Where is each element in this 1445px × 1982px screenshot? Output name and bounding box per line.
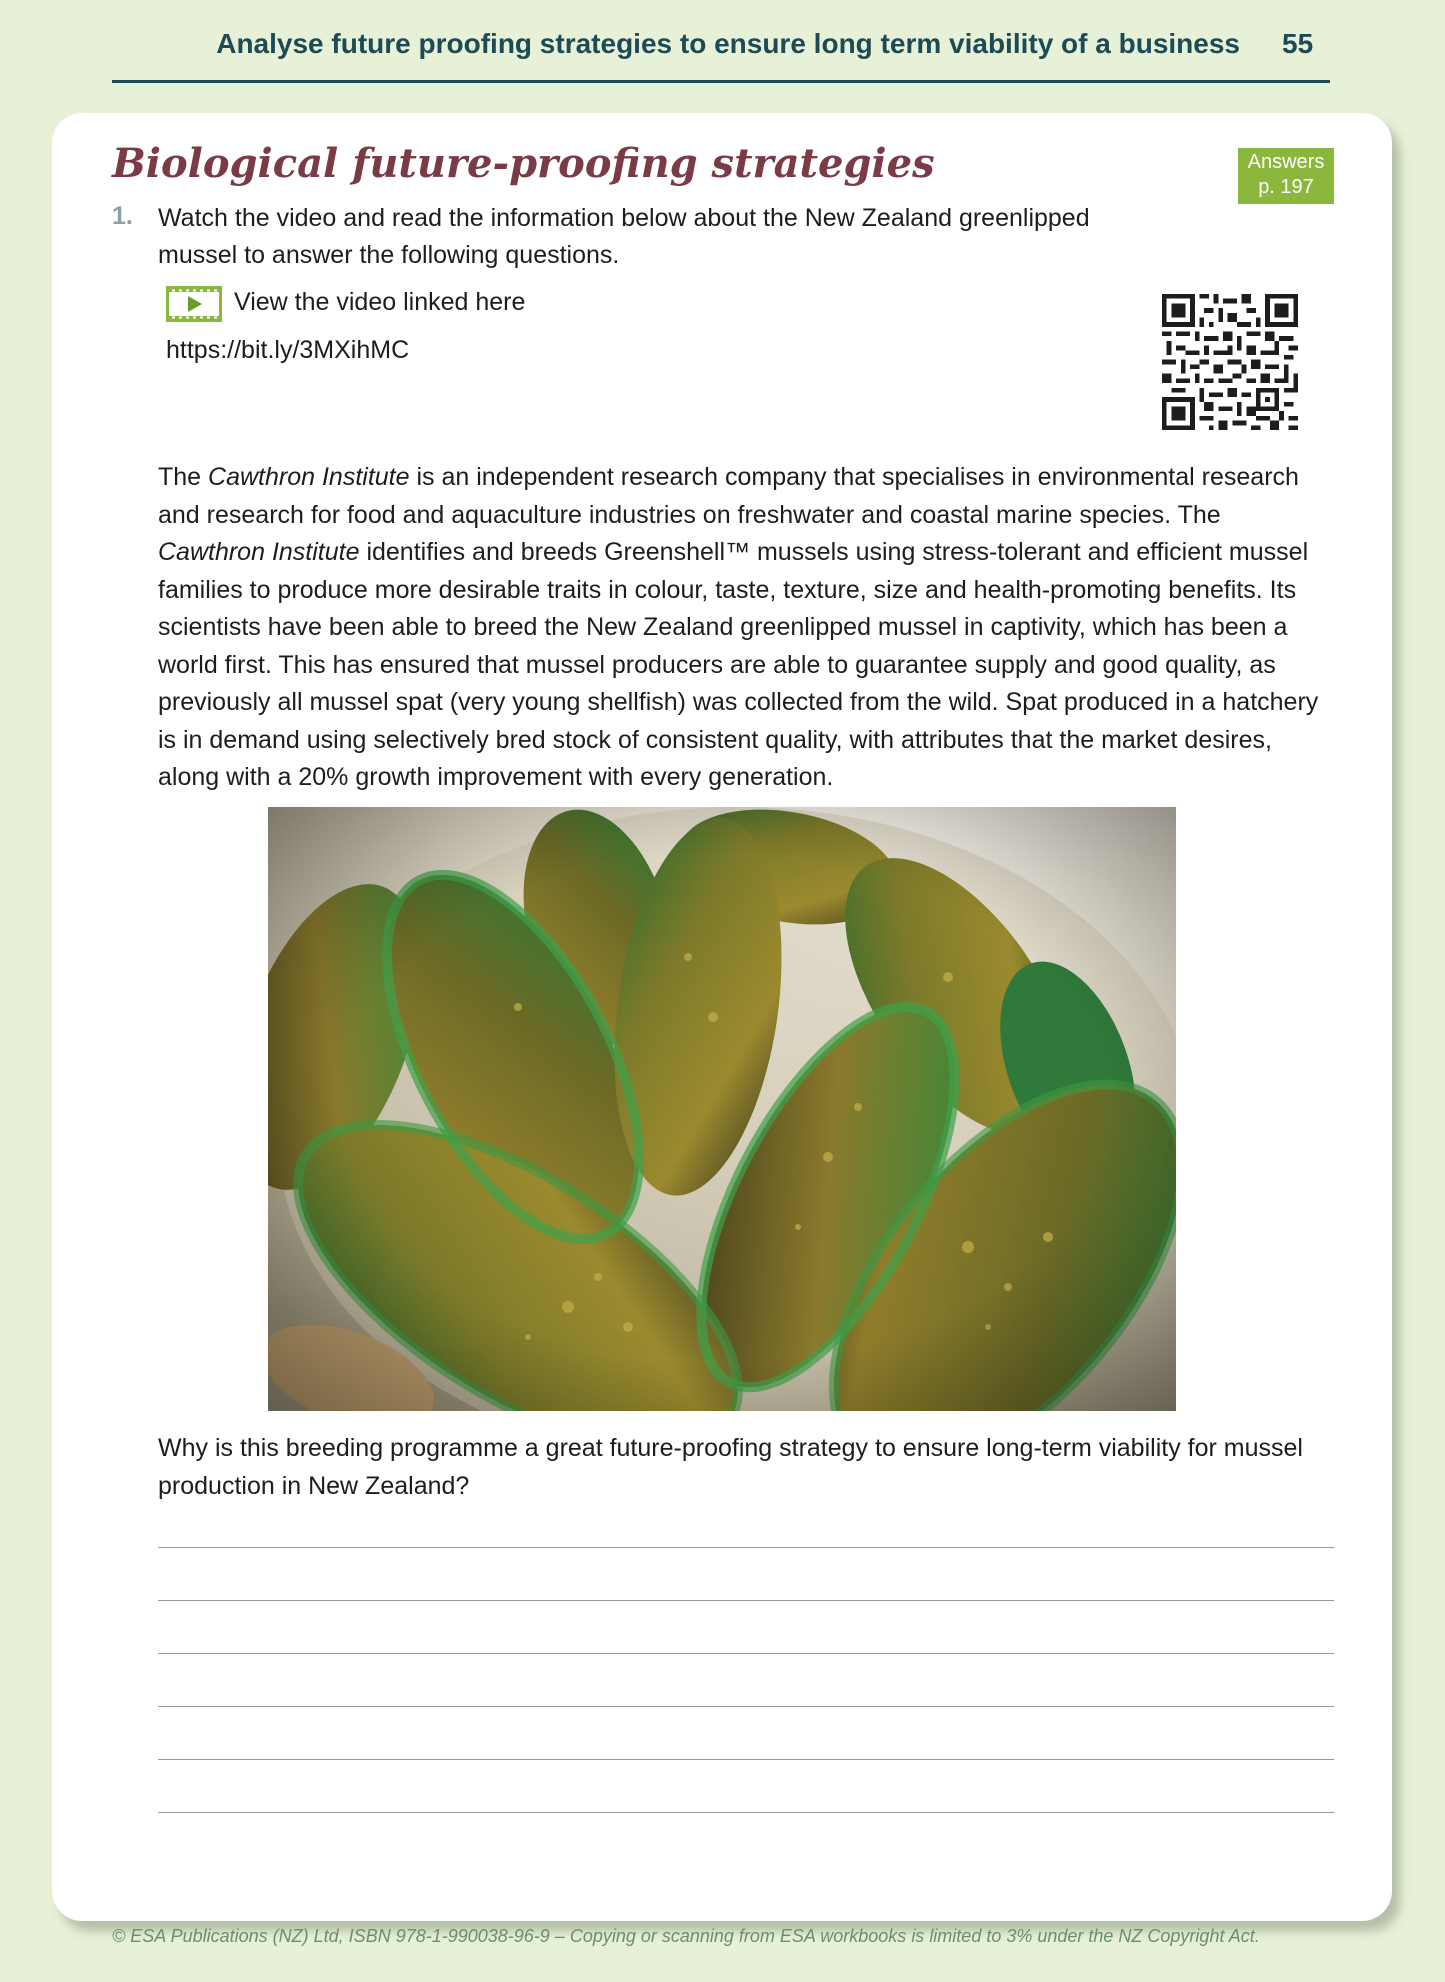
page-number: 55 — [1282, 28, 1314, 59]
info-text-2: is an independent research company that specialises in environmental research and research for food and aquaculture industries on freshwater and coastal marine species. The — [158, 463, 1299, 529]
question-instructions: Watch the video and read the information below about the New Zealand greenlipped mussel to answer the following questions. — [158, 204, 1090, 269]
copyright-footer: © ESA Publications (NZ) Ltd, ISBN 978-1-990038-96-9 – Copying or scanning from ESA workbooks is limited to 3% under the NZ Copyright Act. — [112, 1926, 1260, 1946]
institute-name: Cawthron Institute — [158, 538, 360, 566]
institute-name: Cawthron Institute — [208, 463, 410, 491]
video-link-label[interactable]: View the video linked here — [234, 288, 526, 316]
answer-line[interactable] — [158, 1600, 1334, 1601]
qr-code[interactable] — [1162, 294, 1298, 430]
mussels-photo — [268, 807, 1176, 1411]
info-text-3: identifies and breeds Greenshell™ mussels using stress-tolerant and efficient mussel families to produce more desirable traits in colour, taste, texture, size and health-promoting benefits. Its scientists have been able to breed the New Zealand greenlipped mussel in captivity, which has been a world first. This has ensured that mussel producers are able to guarantee supply and good quality, as previously all mussel spat (very young shellfish) was collected from the wild. Spat produced in a hatchery is in demand using selectively bred stock of consistent quality, with attributes that the market desires, along with a 20% growth improvement with every generation. — [158, 538, 1319, 791]
answer-line[interactable] — [158, 1759, 1334, 1760]
header-divider — [112, 80, 1330, 83]
info-paragraph — [158, 459, 1334, 797]
info-text-1: The — [158, 463, 209, 491]
running-header: Analyse future proofing strategies to ensure long term viability of a business — [216, 28, 1240, 59]
video-url-link[interactable]: https://bit.ly/3MXihMC — [166, 336, 410, 364]
answer-line[interactable] — [158, 1706, 1334, 1707]
answers-badge-page: p. 197 — [1258, 176, 1314, 198]
answers-badge-label: Answers — [1247, 151, 1325, 173]
question-prompt: Why is this breeding programme a great future-proofing strategy to ensure long-term viability for mussel production in New Zealand? — [158, 1434, 1303, 1500]
answer-line[interactable] — [158, 1653, 1334, 1654]
answers-badge[interactable] — [1238, 148, 1334, 204]
section-title: Biological future-proofing strategies — [112, 140, 935, 187]
video-play-icon[interactable] — [166, 286, 222, 322]
question-number: 1. — [112, 202, 133, 230]
answer-line[interactable] — [158, 1547, 1334, 1548]
answer-line[interactable] — [158, 1812, 1334, 1813]
